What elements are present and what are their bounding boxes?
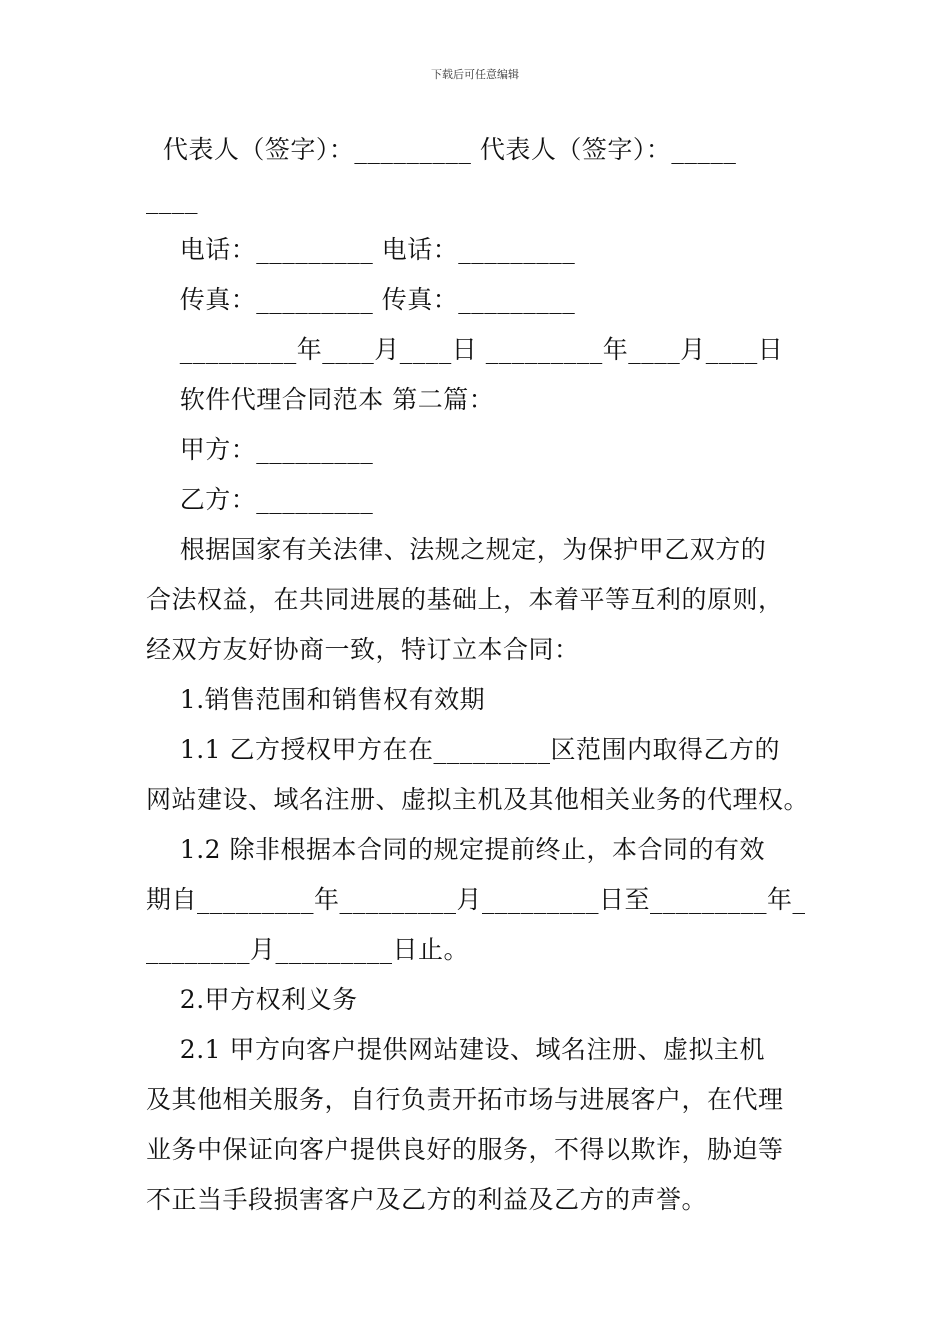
clause-2-1-line: 不正当手段损害客户及乙方的利益及乙方的声誉。	[146, 1185, 708, 1214]
party-b-line: 乙方：_________	[146, 485, 374, 514]
clause-heading-1: 1.销售范围和销售权有效期	[146, 685, 486, 714]
date-line: _________年____月____日 _________年____月____日	[146, 335, 784, 364]
clause-2-1-line: 及其他相关服务，自行负责开拓市场与进展客户，在代理	[146, 1085, 784, 1114]
clause-1-2-line: 1.2 除非根据本合同的规定提前终止，本合同的有效	[146, 835, 765, 864]
clause-1-2-line: 期自_________年_________月_________日至_________年_	[146, 885, 806, 914]
fax-line: 传真：_________ 传真：_________	[146, 285, 576, 314]
page-header-note: 下载后可任意编辑	[431, 68, 519, 81]
preamble-line: 合法权益，在共同进展的基础上，本着平等互利的原则，	[146, 585, 784, 614]
signature-line: 代表人（签字）：_________ 代表人（签字）：_____	[146, 135, 737, 164]
clause-1-1-line: 网站建设、域名注册、虚拟主机及其他相关业务的代理权。	[146, 785, 810, 814]
clause-heading-2: 2.甲方权利义务	[146, 985, 358, 1014]
party-a-line: 甲方：_________	[146, 435, 374, 464]
clause-2-1-line: 2.1 甲方向客户提供网站建设、域名注册、虚拟主机	[146, 1035, 765, 1064]
clause-1-2-line: ________月_________日止。	[146, 935, 470, 964]
preamble-line: 根据国家有关法律、法规之规定，为保护甲乙双方的	[146, 535, 767, 564]
signature-line-continued: ____	[146, 185, 198, 214]
phone-line: 电话：_________ 电话：_________	[146, 235, 576, 264]
clause-2-1-line: 业务中保证向客户提供良好的服务，不得以欺诈，胁迫等	[146, 1135, 784, 1164]
preamble-line: 经双方友好协商一致，特订立本合同：	[146, 635, 580, 664]
section-title: 软件代理合同范本 第二篇：	[146, 385, 495, 414]
clause-1-1-line: 1.1 乙方授权甲方在在_________区范围内取得乙方的	[146, 735, 780, 764]
